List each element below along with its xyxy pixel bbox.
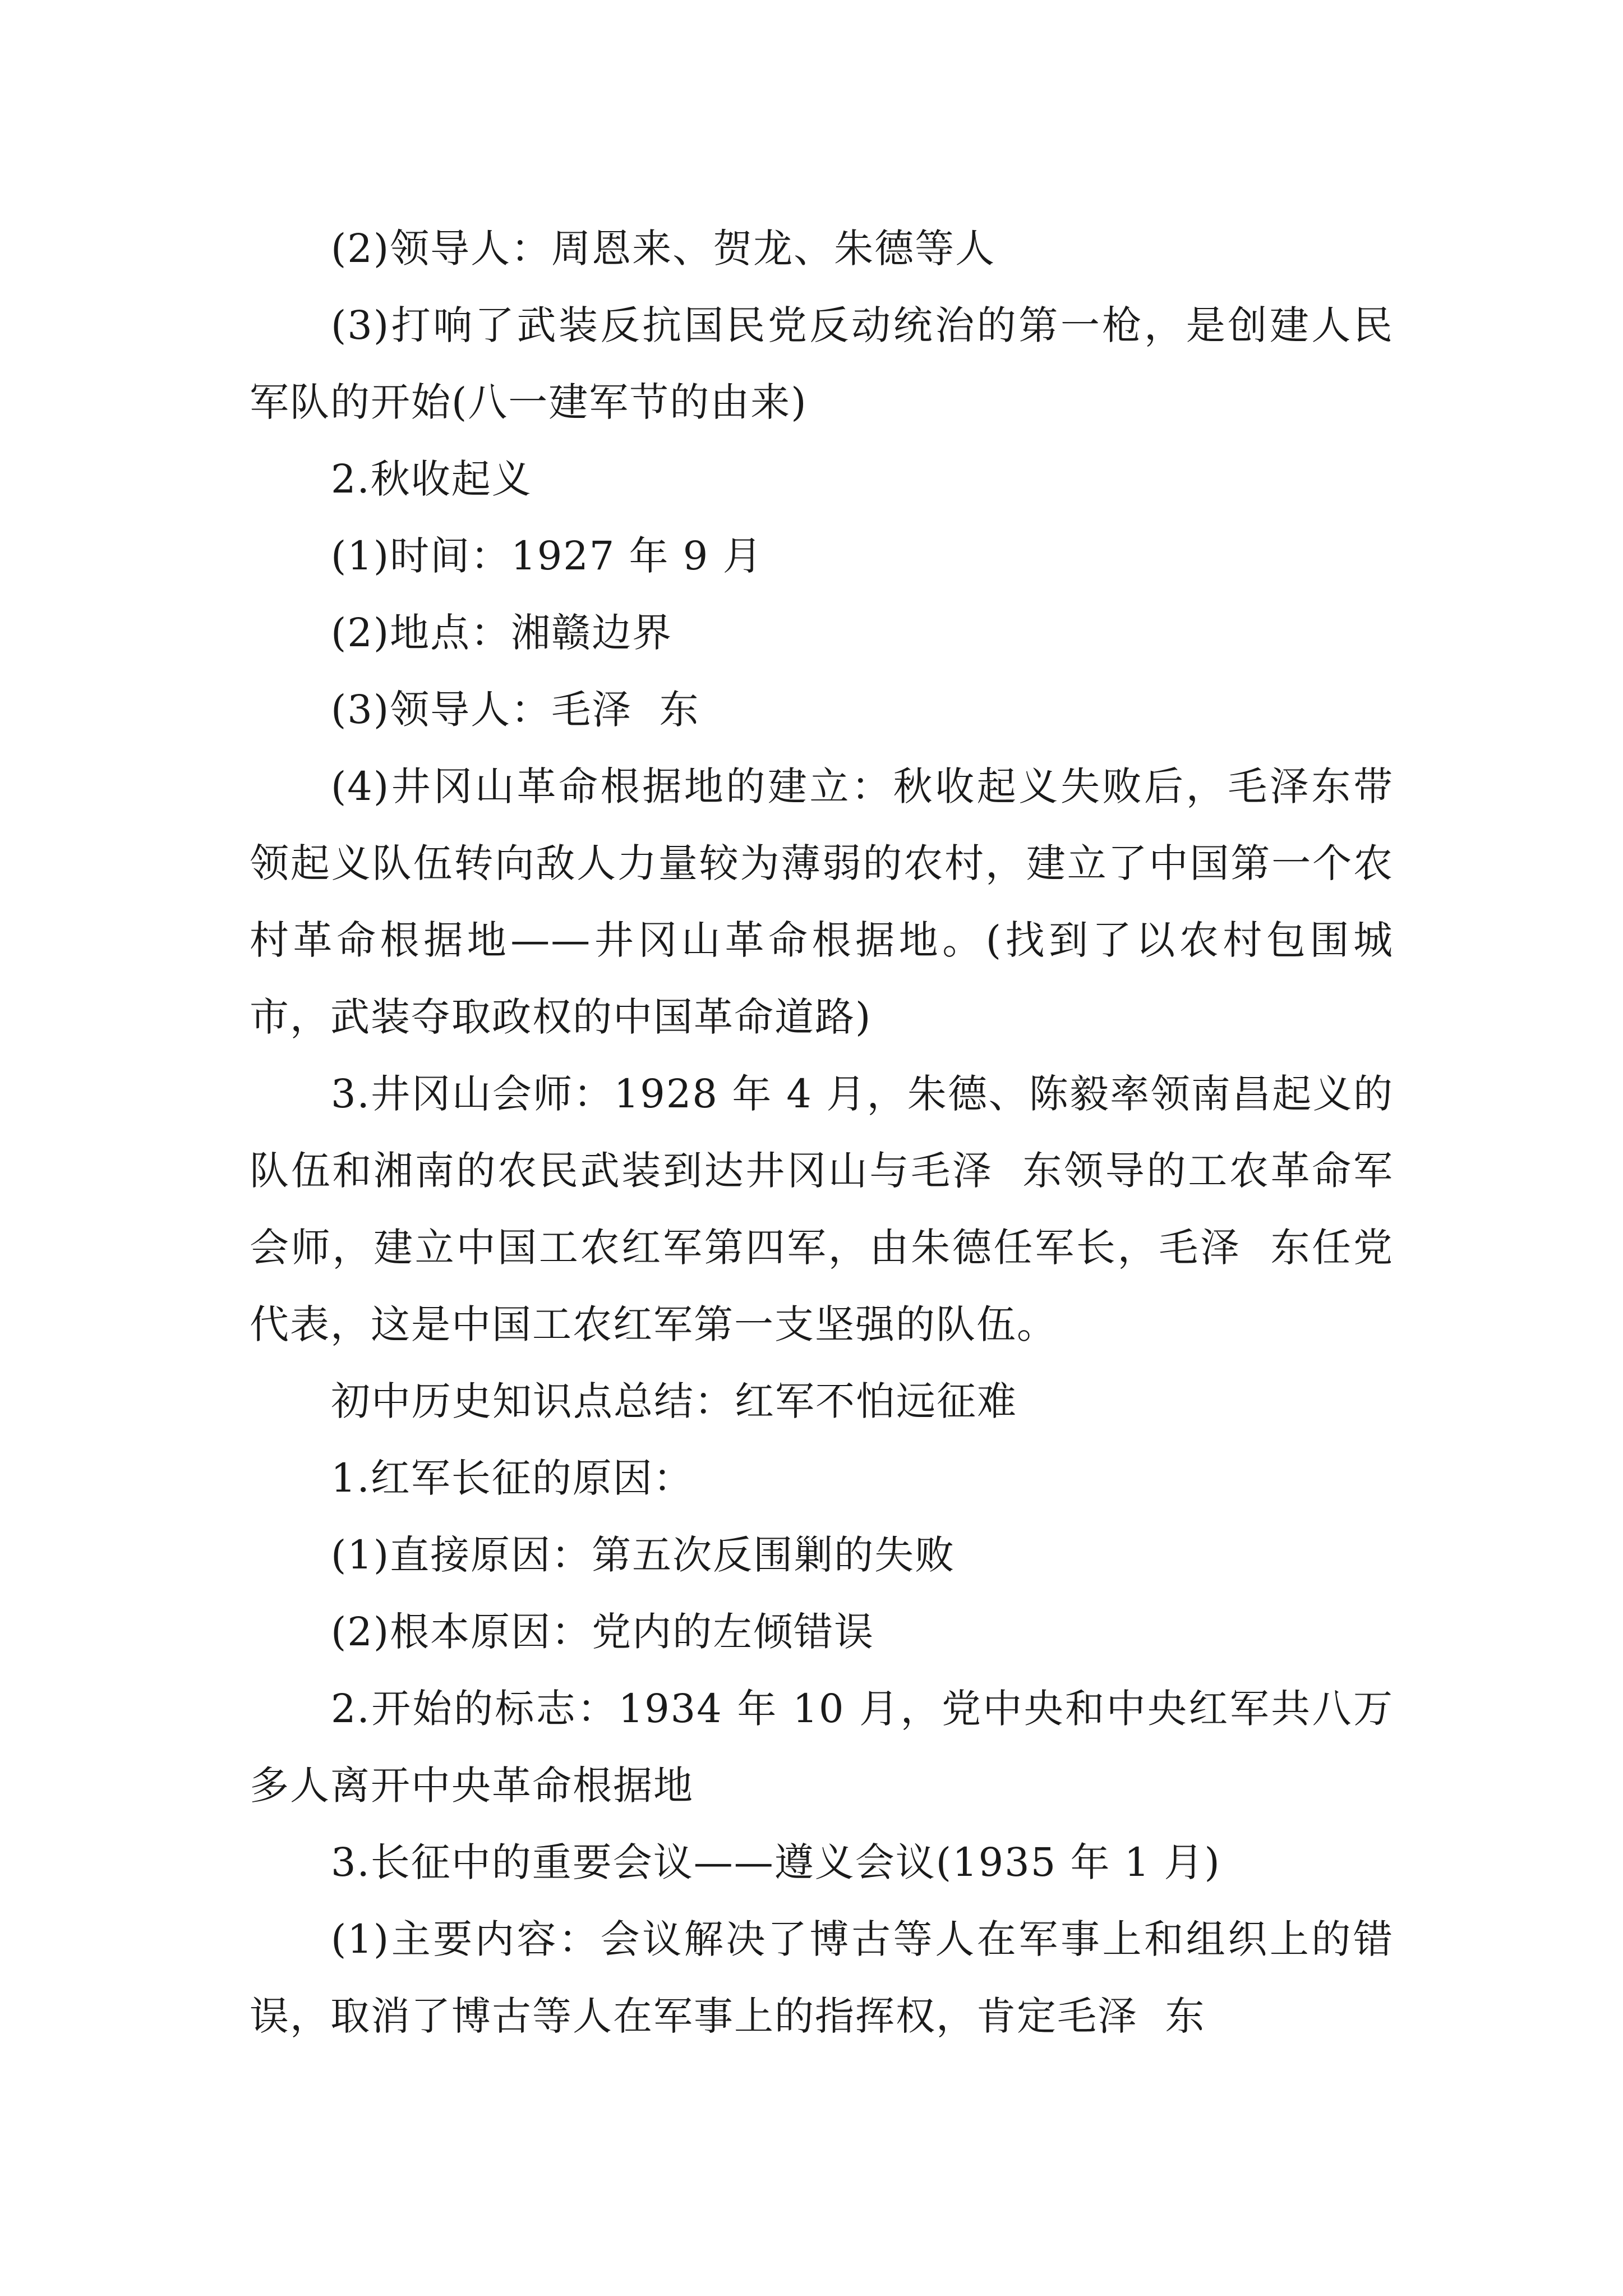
paragraph-leader: (3)领导人：毛泽 东 (331, 687, 700, 733)
paragraph-zunyi-content: (1)主要内容：会议解决了博古等人在军事上和组织上的错误，取消了博古等人在军事上的指挥权，肯定毛泽 东 (250, 1916, 1394, 2039)
paragraph-start-sign: 2.开始的标志：1934 年 10 月，党中央和中央红军共八万多人离开中央革命根据地 (250, 1686, 1394, 1809)
document-body (250, 210, 1394, 2055)
paragraph-jinggangshan-base: (4)井冈山革命根据地的建立：秋收起义失败后，毛泽东带领起义队伍转向敌人力量较为薄弱的农村，建立了中国第一个农村革命根据地——井冈山革命根据地。(找到了以农村包围城市，武装夺取政权的中国革命道路) (250, 763, 1394, 1040)
paragraph-location: (2)地点：湘赣边界 (331, 610, 673, 656)
section-heading-long-march: 初中历史知识点总结：红军不怕远征难 (331, 1378, 1017, 1424)
paragraph-direct-cause: (1)直接原因：第五次反围剿的失败 (331, 1532, 956, 1578)
paragraph-leaders: (2)领导人：周恩来、贺龙、朱德等人 (331, 226, 996, 272)
heading-long-march-causes: 1.红军长征的原因： (331, 1455, 694, 1501)
paragraph-time: (1)时间：1927 年 9 月 (331, 533, 763, 579)
heading-zunyi-conference: 3.长征中的重要会议——遵义会议(1935 年 1 月) (331, 1839, 1221, 1885)
paragraph-first-shot: (3)打响了武装反抗国民党反动统治的第一枪，是创建人民军队的开始(八一建军节的由来) (250, 302, 1394, 425)
paragraph-jinggangshan-meeting: 3.井冈山会师：1928 年 4 月，朱德、陈毅率领南昌起义的队伍和湘南的农民武装到达井冈山与毛泽 东领导的工农革命军会师，建立中国工农红军第四军，由朱德任军长，毛泽 东任党代表，这是中国工农红军第一支坚强的队伍。 (250, 1071, 1394, 1347)
paragraph-root-cause: (2)根本原因：党内的左倾错误 (331, 1609, 875, 1655)
heading-autumn-harvest-uprising: 2.秋收起义 (331, 456, 532, 502)
